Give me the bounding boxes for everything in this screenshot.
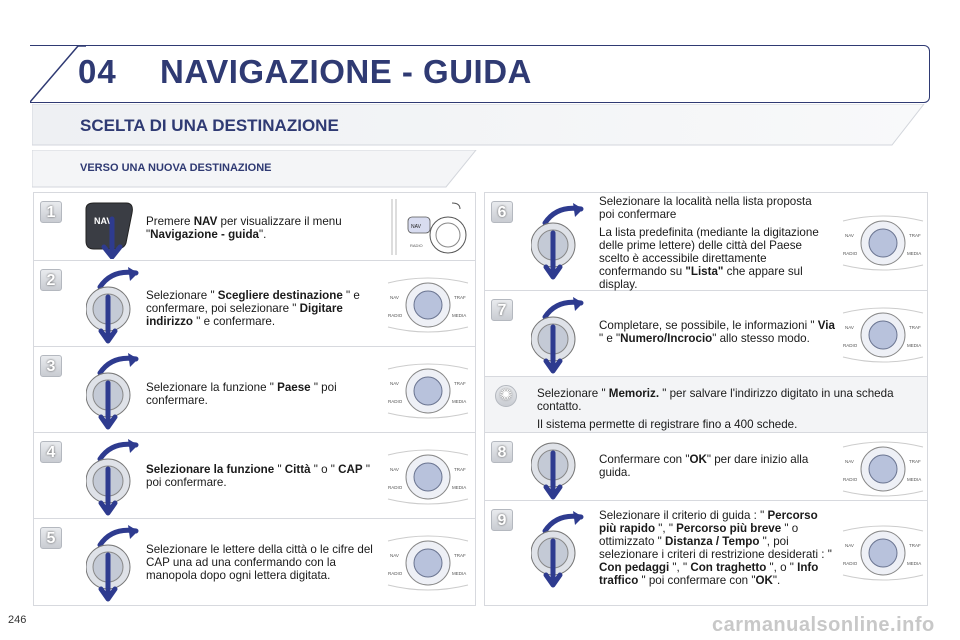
step-number-badge: 3 xyxy=(40,355,62,377)
step-row xyxy=(485,433,927,501)
panel-traf-label: TRAF xyxy=(454,295,466,300)
panel-nav-label: NAV xyxy=(390,381,399,386)
left-steps-column xyxy=(33,192,476,606)
panel-radio-label: RADIO xyxy=(388,399,403,404)
panel-nav-label: NAV xyxy=(845,543,854,548)
panel-nav-label: NAV xyxy=(845,325,854,330)
chapter-header xyxy=(30,45,930,103)
panel-nav-label: NAV xyxy=(845,459,854,464)
panel-radio-label: RADIO xyxy=(843,343,858,348)
control-panel-illustration xyxy=(839,211,927,275)
step-text: Selezionare la funzione " Paese " poi confermare. xyxy=(146,381,337,407)
control-panel-illustration xyxy=(384,359,472,423)
subsection-bar xyxy=(32,150,477,188)
lightbulb-icon: ✺ xyxy=(495,385,517,407)
panel-traf-label: TRAF xyxy=(909,543,921,548)
step-row xyxy=(34,433,475,519)
step-number-badge: 1 xyxy=(40,201,62,223)
panel-traf-label: TRAF xyxy=(454,381,466,386)
step-number-badge: 7 xyxy=(491,299,513,321)
control-panel-illustration xyxy=(839,521,927,585)
panel-media-label: MEDIA xyxy=(452,571,467,576)
knob-confirm-illustration xyxy=(86,437,136,517)
step-number-badge: 4 xyxy=(40,441,62,463)
subsection-title: VERSO UNA NUOVA DESTINAZIONE xyxy=(80,162,272,174)
knob-confirm-illustration xyxy=(531,201,581,281)
panel-nav-label: NAV xyxy=(845,233,854,238)
knob-confirm-illustration xyxy=(531,509,581,589)
panel-radio-label: RADIO xyxy=(388,485,403,490)
panel-media-label: MEDIA xyxy=(907,343,922,348)
tip-row xyxy=(485,377,927,433)
step-number-badge: 9 xyxy=(491,509,513,531)
step-row xyxy=(34,261,475,347)
nav-button-label: NAV xyxy=(94,216,113,226)
step-row xyxy=(34,519,475,605)
panel-radio-label: RADIO xyxy=(843,251,858,256)
nav-panel-illustration xyxy=(382,195,470,259)
nav-button-illustration xyxy=(82,199,138,259)
step-row xyxy=(34,193,475,261)
panel-nav-label: NAV xyxy=(390,553,399,558)
panel-traf-label: TRAF xyxy=(454,553,466,558)
panel-radio-label: RADIO xyxy=(843,477,858,482)
control-panel-illustration xyxy=(839,303,927,367)
panel-nav-label: NAV xyxy=(390,295,399,300)
control-panel-illustration xyxy=(384,273,472,337)
panel-traf-label: TRAF xyxy=(454,467,466,472)
panel-radio-label: RADIO xyxy=(843,561,858,566)
panel-media-label: MEDIA xyxy=(907,477,922,482)
panel-media-label: MEDIA xyxy=(452,485,467,490)
panel-radio-label: RADIO xyxy=(388,571,403,576)
panel-nav-label: NAV xyxy=(411,224,421,230)
control-panel-illustration xyxy=(384,445,472,509)
step-row xyxy=(485,291,927,377)
panel-traf-label: TRAF xyxy=(909,325,921,330)
step-text: Selezionare la funzione " Città " o " CAP " poi confermare. xyxy=(146,463,370,489)
panel-radio-label: RADIO xyxy=(410,243,423,248)
step-number-badge: 2 xyxy=(40,269,62,291)
section-bar xyxy=(32,104,932,146)
knob-confirm-illustration xyxy=(86,523,136,603)
page-number: 246 xyxy=(8,614,27,626)
step-row xyxy=(485,193,927,291)
panel-traf-label: TRAF xyxy=(909,233,921,238)
knob-confirm-illustration xyxy=(86,351,136,431)
chapter-number: 04 xyxy=(78,53,117,90)
panel-media-label: MEDIA xyxy=(907,251,922,256)
panel-nav-label: NAV xyxy=(390,467,399,472)
step-text: Premere NAV per visualizzare il menu "Navigazione - guida". xyxy=(146,215,342,241)
step-text: Selezionare le lettere della città o le cifre del CAP una ad una confermando con la manopola dopo ogni lettera digitata. xyxy=(146,543,373,582)
step-number-badge: 6 xyxy=(491,201,513,223)
panel-radio-label: RADIO xyxy=(388,313,403,318)
panel-traf-label: TRAF xyxy=(909,459,921,464)
step-text: Selezionare la località nella lista proposta poi confermare La lista predefinita (mediante la digitazione delle prime lettere) delle città del Paese scelto è accessibile direttamente confermando su "Lista" che appare sul display. xyxy=(599,195,819,291)
tip-text: Selezionare " Memoriz. " per salvare l'indirizzo digitato in una scheda contatto. Il sistema permette di registrare fino a 400 schede. xyxy=(537,387,894,431)
section-title: SCELTA DI UNA DESTINAZIONE xyxy=(80,116,339,135)
step-text: Confermare con "OK" per dare inizio alla guida. xyxy=(599,453,809,479)
control-panel-illustration xyxy=(839,437,927,501)
panel-media-label: MEDIA xyxy=(452,313,467,318)
step-row xyxy=(34,347,475,433)
page-title: NAVIGAZIONE - GUIDA xyxy=(160,53,532,90)
step-text: Selezionare " Scegliere destinazione " e confermare, poi selezionare " Digitare indirizzo " e confermare. xyxy=(146,289,360,328)
right-steps-column xyxy=(484,192,928,606)
step-number-badge: 8 xyxy=(491,441,513,463)
knob-confirm-illustration xyxy=(531,295,581,375)
watermark: carmanualsonline.info xyxy=(712,614,935,636)
panel-media-label: MEDIA xyxy=(452,399,467,404)
step-number-badge: 5 xyxy=(40,527,62,549)
step-row xyxy=(485,501,927,605)
step-text: Completare, se possibile, le informazioni " Via " e "Numero/Incrocio" allo stesso modo. xyxy=(599,319,835,345)
panel-media-label: MEDIA xyxy=(907,561,922,566)
step-text: Selezionare il criterio di guida : " Percorso più rapido ", " Percorso più breve " o ottimizzato " Distanza / Tempo ", poi selezionare i criteri di restrizione desiderati : " Con pedaggi ", " Con traghetto ", o " Info traffico " poi confermare con "OK". xyxy=(599,509,832,587)
control-panel-illustration xyxy=(384,531,472,595)
knob-confirm-illustration xyxy=(86,265,136,345)
